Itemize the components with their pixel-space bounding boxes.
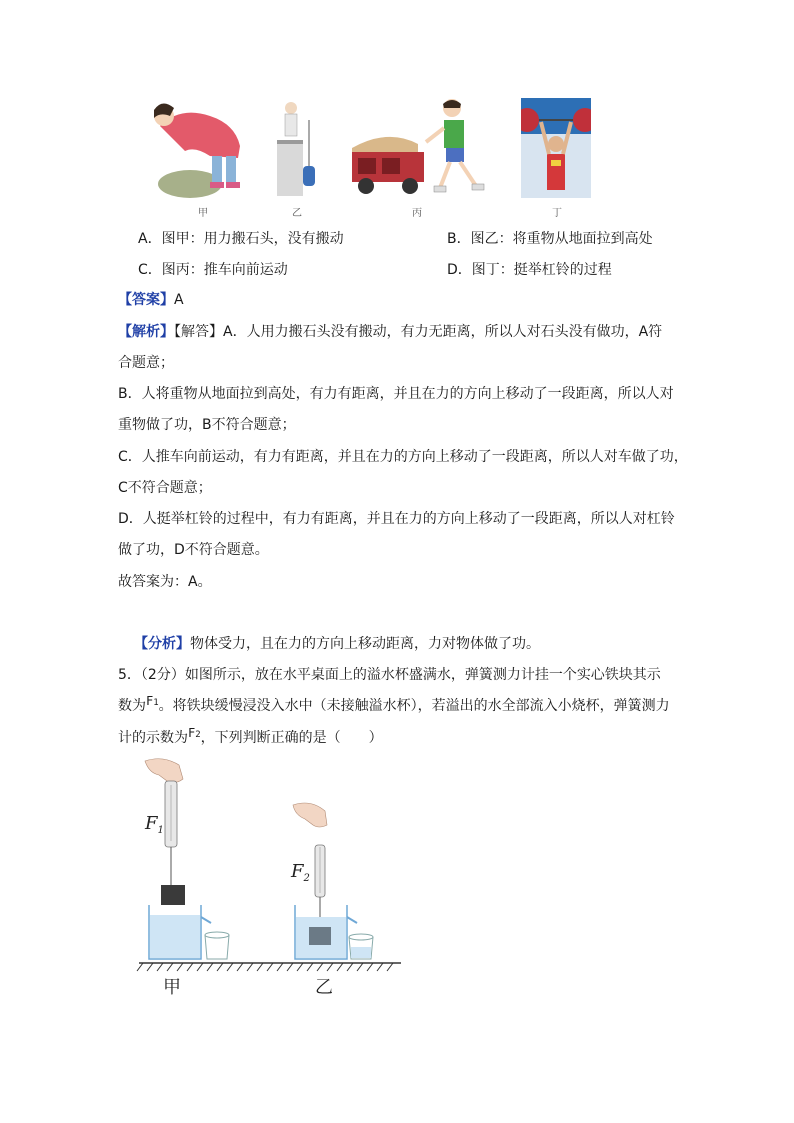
caption-yi: 乙 (292, 208, 302, 219)
caption-ding: 丁 (552, 208, 562, 219)
figure-yi-image (275, 100, 331, 198)
setup-jia (145, 759, 229, 959)
analysis-line-5: C．人推车向前运动，有力有距离，并且在力的方向上移动了一段距离，所以人对车做了功， (118, 449, 688, 465)
answer-tag: 【答案】 (118, 292, 174, 308)
figure-ding-image (521, 98, 591, 198)
caption-diagram-yi: 乙 (315, 977, 333, 998)
figure-bing-image (348, 98, 500, 198)
question5-line-2 (118, 696, 670, 718)
f2-sub: 2 (195, 730, 201, 740)
caption-jia: 甲 (198, 208, 208, 219)
analysis-line-8: 做了功，D不符合题意。 (118, 542, 269, 558)
analysis-line-1 (118, 322, 662, 342)
analysis-line-7: D．人挺举杠铃的过程中，有力有距离，并且在力的方向上移动了一段距离，所以人对杠铃 (118, 511, 675, 527)
option-d: D．图丁：挺举杠铃的过程 (447, 262, 612, 278)
f2-symbol (188, 726, 201, 740)
question5-line-1: 5．（2分）如图所示，放在水平桌面上的溢水杯盛满水，弹簧测力计挂一个实心铁块其示 (118, 667, 661, 683)
option-c: C．图丙：推车向前运动 (138, 262, 288, 278)
f2-letter: F (188, 726, 196, 740)
experiment-diagram (135, 755, 405, 1000)
f1-letter: F (146, 694, 154, 708)
analysis-line-9: 故答案为：A。 (118, 574, 212, 590)
question5-line-3-b: ，下列判断正确的是（ ） (200, 730, 383, 746)
analysis-line-4: 重物做了功，B不符合题意； (118, 417, 296, 433)
analysis-line-2: 合题意； (118, 355, 174, 371)
caption-bing: 丙 (412, 208, 422, 219)
answer-line (118, 290, 184, 310)
ground-hatch (137, 963, 393, 971)
fenxi-line (134, 634, 540, 654)
question5-line-2-a: 数为 (118, 698, 146, 714)
label-f1: $F_1$ (145, 813, 164, 836)
question5-line-3-a: 计的示数为 (118, 730, 188, 746)
analysis-tag: 【解析】 (118, 324, 174, 340)
option-b: B．图乙：将重物从地面拉到高处 (447, 231, 653, 247)
label-f2: $F_2$ (291, 861, 310, 884)
analysis-line-6: C不符合题意； (118, 480, 212, 496)
figure-row (140, 96, 600, 219)
fenxi-tag: 【分析】 (134, 636, 190, 652)
figure-jia-image (140, 96, 250, 200)
caption-diagram-jia: 甲 (163, 977, 181, 998)
analysis-text-1: 【解答】A．人用力搬石头没有搬动，有力无距离，所以人对石头没有做功，A符 (174, 324, 663, 340)
answer-value: A (174, 292, 184, 308)
fenxi-text: 物体受力，且在力的方向上移动距离，力对物体做了功。 (190, 636, 540, 652)
question5-line-3 (118, 728, 383, 750)
f1-symbol (146, 694, 159, 708)
question5-line-2-b: 。将铁块缓慢浸没入水中（未接触溢水杯），若溢出的水全部流入小烧杯，弹簧测力 (158, 698, 670, 714)
f1-sub: 1 (153, 698, 159, 708)
analysis-line-3: B．人将重物从地面拉到高处，有力有距离，并且在力的方向上移动了一段距离，所以人对 (118, 386, 674, 402)
option-a: A．图甲：用力搬石头，没有搬动 (138, 231, 344, 247)
